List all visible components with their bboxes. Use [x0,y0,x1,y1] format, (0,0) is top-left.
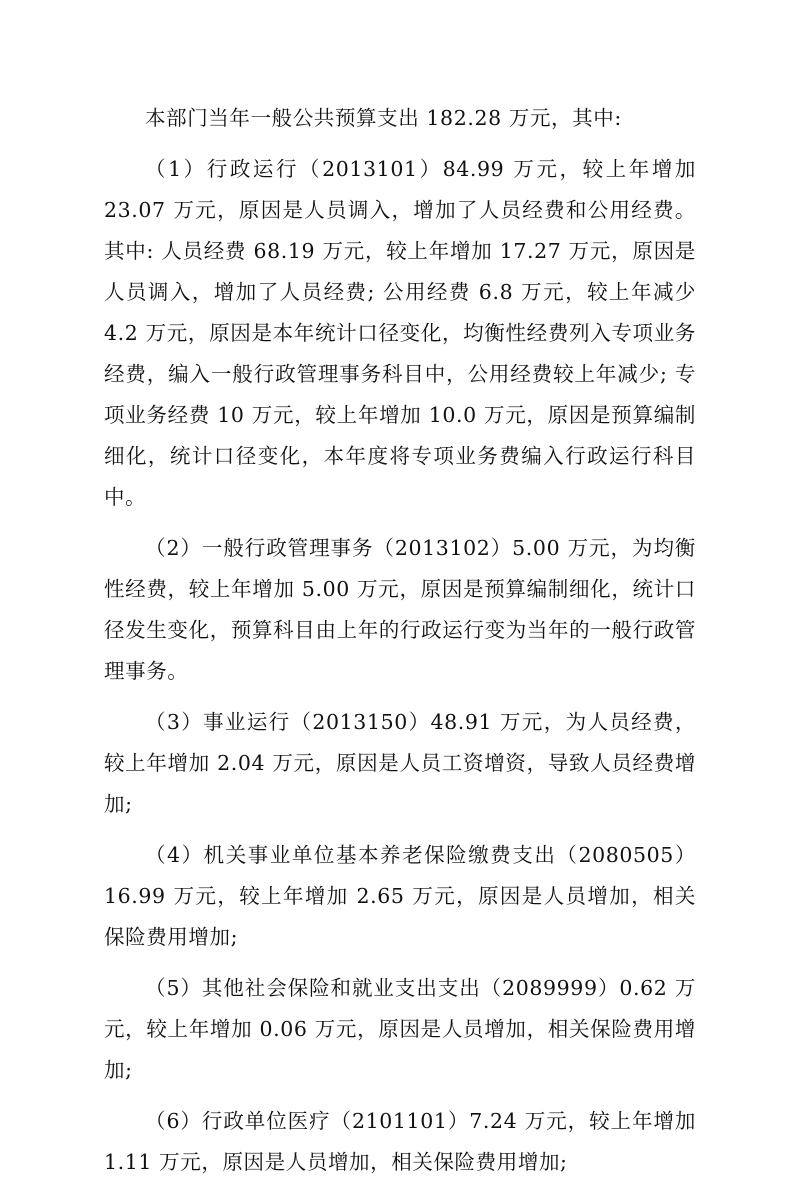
item-2-general-administrative-affairs: （2）一般行政管理事务（2013102）5.00 万元，为均衡性经费，较上年增加 5.00 万元，原因是预算编制细化，统计口径发生变化，预算科目由上年的行政运行变为当年的一般行政管理事务。 [104,536,696,683]
item-1-administrative-operation: （1）行政运行（2013101）84.99 万元，较上年增加 23.07 万元，原因是人员调入，增加了人员经费和公用经费。其中: 人员经费 68.19 万元，较上年增加 17.27 万元，原因是人员调入，增加了人员经费; 公用经费 6.8 万元，较上年减少 4.2 万元，原因是本年统计口径变化，均衡性经费列入专项业务经费，编入一般行政管理事务科目中，公用经费较上年减少; 专项业务经费 10 万元，较上年增加 10.0 万元，原因是预算编制细化，统计口径变化，本年度将专项业务费编入行政运行科目中。 [104,157,696,509]
intro-paragraph: 本部门当年一般公共预算支出 182.28 万元，其中: [145,106,622,130]
item-6-medical-insurance: （6）行政单位医疗（2101101）7.24 万元，较上年增加 1.11 万元，原因是人员增加，相关保险费用增加; [104,1109,696,1174]
item-3-institution-operation: （3）事业运行（2013150）48.91 万元，为人员经费，较上年增加 2.04 万元，原因是人员工资增资，导致人员经费增加; [104,710,696,816]
document-body [104,98,696,1193]
item-5-other-social-insurance: （5）其他社会保险和就业支出支出（2089999）0.62 万元，较上年增加 0.06 万元，原因是人员增加，相关保险费用增加; [104,976,696,1082]
item-4-pension-insurance: （4）机关事业单位基本养老保险缴费支出（2080505）16.99 万元，较上年增加 2.65 万元，原因是人员增加，相关保险费用增加; [104,843,696,949]
